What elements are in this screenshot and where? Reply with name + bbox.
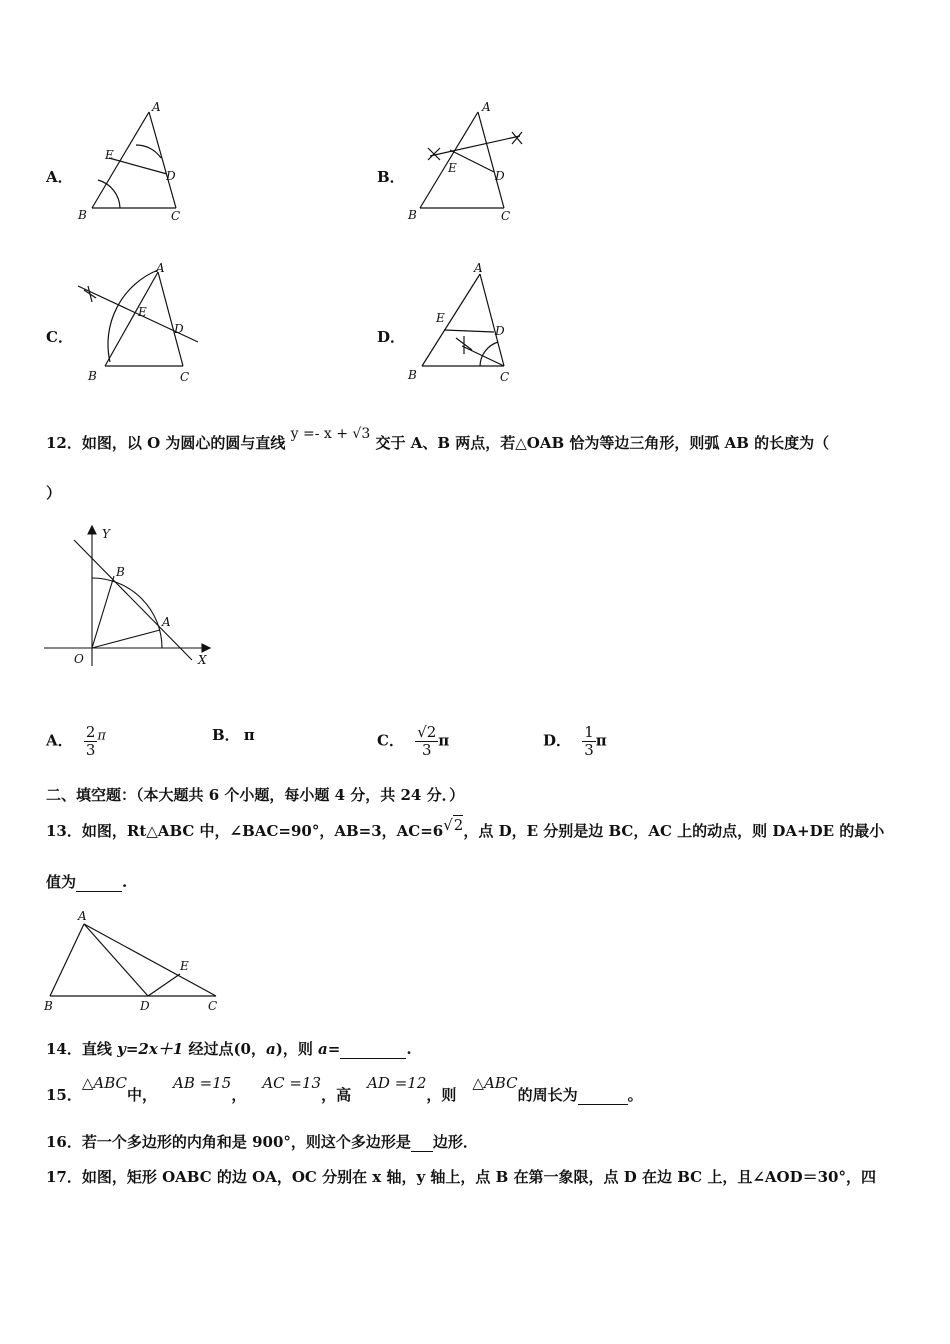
- vertex-e: E: [180, 959, 189, 973]
- vertex-a: A: [474, 262, 483, 275]
- vertex-d: D: [495, 169, 505, 183]
- answer-blank[interactable]: [411, 1151, 433, 1152]
- vertex-d: D: [495, 324, 505, 338]
- q13-stem-line2: 值为 .: [46, 873, 128, 891]
- vertex-a: A: [152, 100, 161, 114]
- vertex-c: C: [208, 999, 218, 1013]
- q11-option-b-label: B．: [377, 168, 405, 186]
- vertex-a: A: [78, 909, 87, 923]
- q12-option-b: B． π: [212, 726, 255, 744]
- vertex-c: C: [501, 209, 511, 223]
- q11-figure-b: [400, 100, 530, 225]
- vertex-d: D: [174, 322, 184, 336]
- vertex-a: A: [482, 100, 491, 114]
- q11-option-c-label: C．: [46, 328, 73, 346]
- vertex-b: B: [78, 208, 87, 222]
- vertex-b: B: [88, 369, 97, 383]
- vertex-d: D: [140, 999, 150, 1013]
- fraction: $\frac{2}{3}$: [85, 723, 96, 759]
- answer-blank[interactable]: [340, 1058, 406, 1059]
- vertex-d: D: [166, 169, 176, 183]
- q12-equation: y =- x + √3: [290, 426, 371, 442]
- q12-option-d: D． $\frac{1}{3}$ π: [543, 723, 607, 759]
- vertex-e: E: [105, 148, 114, 162]
- point-b-label: B: [116, 565, 125, 579]
- fraction: $\frac{1}{3}$: [584, 723, 594, 759]
- q14-stem: 14．直线 y=2x＋1 经过点(0，a)，则 a= .: [46, 1040, 412, 1058]
- vertex-e: E: [436, 311, 445, 325]
- q12-stem: 12．如图，以 O 为圆心的圆与直线 y =- x + √3 交于 A、B 两点，若△OAB 恰为等边三角形，则弧 AB 的长度为（: [46, 426, 830, 452]
- answer-blank[interactable]: [76, 891, 122, 892]
- q15-stem: 15．△ABC中，AB =15，AC =13，高AD =12，则△ABC的周长为 。: [46, 1074, 643, 1104]
- vertex-c: C: [180, 370, 190, 384]
- axis-x-label: X: [198, 653, 207, 667]
- vertex-b: B: [408, 368, 417, 382]
- q11-option-d-label: D．: [377, 328, 406, 346]
- point-a-label: A: [162, 615, 171, 629]
- q16-stem: 16．若一个多边形的内角和是 900°，则这个多边形是 边形．: [46, 1133, 478, 1151]
- q11-figure-d: [400, 262, 530, 387]
- vertex-e: E: [138, 305, 147, 319]
- vertex-b: B: [44, 999, 53, 1013]
- axis-y-label: Y: [102, 527, 110, 541]
- fraction: $\frac{√2}{3}$: [417, 723, 437, 759]
- q11-option-a-label: A．: [46, 168, 73, 186]
- q12-stem-close: ）: [46, 484, 62, 502]
- vertex-e: E: [448, 161, 457, 175]
- vertex-c: C: [500, 370, 510, 384]
- vertex-b: B: [408, 208, 417, 222]
- q11-figure-a: [70, 100, 190, 225]
- q12-figure: [40, 518, 220, 668]
- vertex-a: A: [156, 262, 165, 275]
- q12-option-c: C． $\frac{√2}{3}$ π: [377, 723, 450, 759]
- vertex-c: C: [171, 209, 181, 223]
- q12-option-a: A． $\frac{2}{3}$ π: [46, 723, 106, 759]
- origin-label: O: [74, 652, 84, 666]
- q17-stem: 17．如图，矩形 OABC 的边 OA，OC 分别在 x 轴，y 轴上，点 B 在第一象限，点 D 在边 BC 上，且∠AOD＝30°，四: [46, 1168, 876, 1186]
- section-heading: 二、填空题：（本大题共 6 个小题，每小题 4 分，共 24 分．）: [46, 786, 465, 804]
- q11-figure-c: [70, 262, 205, 387]
- answer-blank[interactable]: [578, 1104, 628, 1105]
- q13-stem: 13．如图，Rt△ABC 中，∠BAC=90°，AB=3，AC=6√2，点 D，E 分别是边 BC，AC 上的动点，则 DA+DE 的最小: [46, 816, 885, 840]
- q13-figure: [40, 908, 230, 1016]
